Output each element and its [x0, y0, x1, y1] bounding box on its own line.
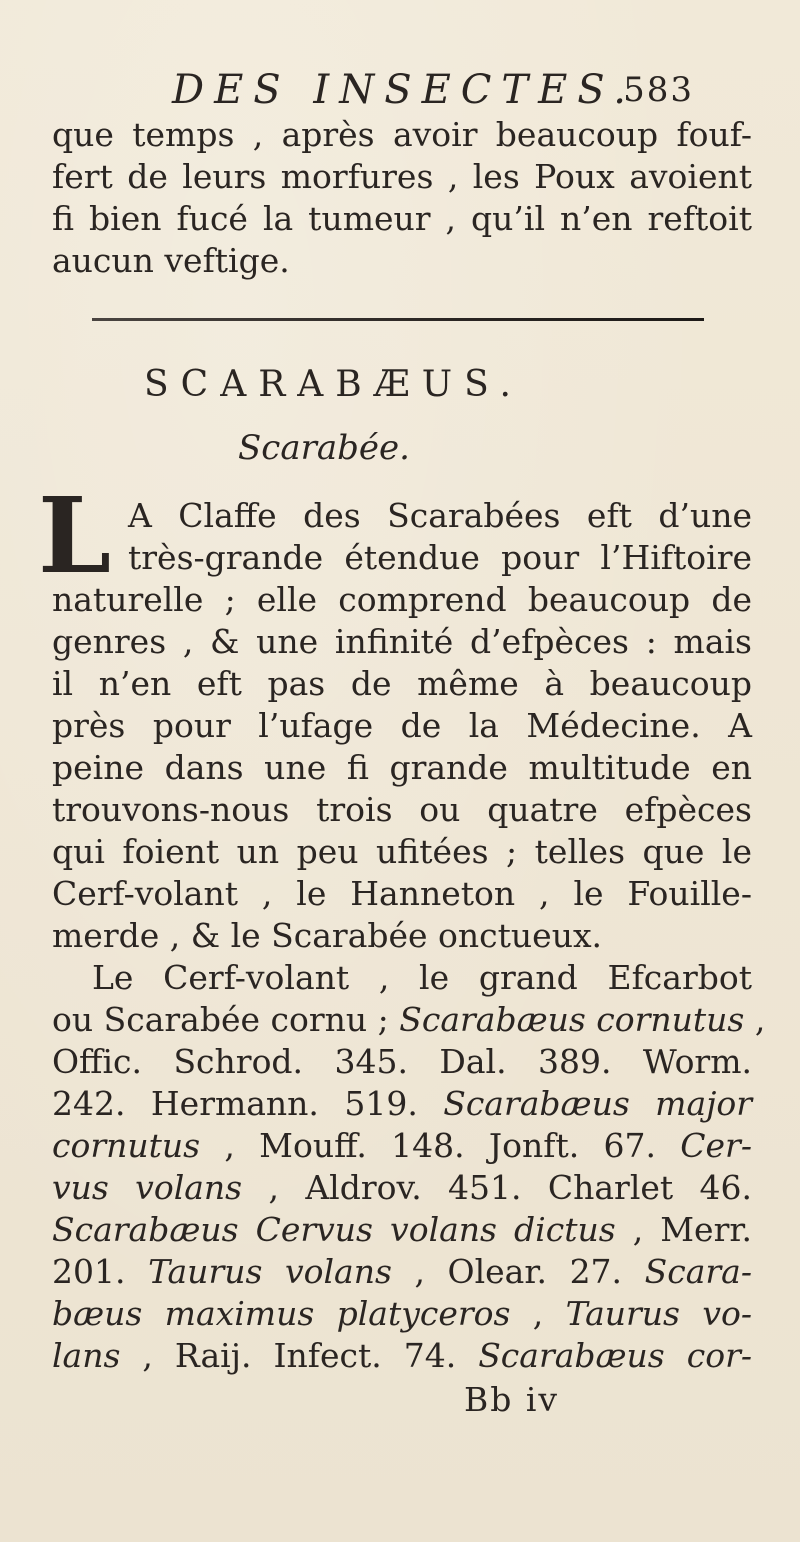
section-title: SCARABÆUS.: [144, 364, 523, 405]
text-line: [52, 957, 752, 999]
drop-cap: L: [38, 474, 108, 597]
page-number: 583: [623, 70, 694, 110]
roman-text: ou Scarabée cornu ;: [52, 1000, 400, 1039]
roman-text: , Mouff. 148. Jonft. 67.: [200, 1126, 681, 1165]
running-title: DES INSECTES.: [172, 67, 636, 113]
roman-text: , Merr.: [615, 1210, 753, 1249]
text-line: fi bien fucé la tumeur , qu’il n’en reftoit: [52, 199, 752, 238]
text-line: Cerf-volant , le Hanneton , le Fouille-: [52, 874, 752, 913]
text-line: aucun veftige.: [52, 241, 290, 280]
roman-text: ,: [744, 1000, 766, 1039]
latin-name: Scarabæus cor-: [478, 1336, 752, 1375]
roman-text: 242. Hermann. 519.: [52, 1084, 444, 1123]
latin-name: Taurus volans: [148, 1252, 392, 1291]
roman-text: , Olear. 27.: [391, 1252, 645, 1291]
text-line: fert de leurs morfures , les Poux avoient: [52, 157, 752, 196]
text-line: merde , & le Scarabée onctueux.: [52, 916, 603, 955]
running-head: [52, 68, 752, 112]
latin-name: cornutus: [52, 1126, 201, 1165]
section-subtitle: Scarabée.: [238, 428, 410, 468]
roman-text: 201.: [52, 1252, 149, 1291]
text-line: naturelle ; elle comprend beaucoup de: [52, 580, 752, 619]
text-line: il n’en eft pas de même à beaucoup: [52, 664, 752, 703]
paragraph-2: [52, 957, 766, 1377]
paragraph-1: [38, 474, 752, 957]
text-line: [52, 1251, 752, 1293]
text-line: [52, 1125, 752, 1167]
text-line: [52, 1083, 752, 1125]
text-line: que temps , après avoir beaucoup fouf-: [52, 115, 752, 154]
text-line: [52, 1293, 752, 1335]
latin-name: lans: [52, 1336, 121, 1375]
latin-name: vus volans: [52, 1168, 243, 1207]
text-line: [52, 1335, 752, 1377]
latin-name: Scarabæus Cervus volans dictus: [52, 1210, 616, 1249]
opening-paragraph: [52, 114, 752, 282]
text-line: qui foient un peu ufitées ; telles que le: [52, 832, 752, 871]
roman-text: , Raij. Infect. 74.: [120, 1336, 479, 1375]
latin-name: Scara-: [644, 1252, 752, 1291]
roman-text: Le Cerf-volant , le grand Efcarbot: [92, 958, 752, 997]
text-block: [38, 67, 766, 1377]
text-line: [52, 1167, 752, 1209]
text-line: [52, 999, 766, 1041]
text-line: genres , & une infinité d’efpèces : mais: [52, 622, 752, 661]
signature-mark: Bb iv: [464, 1380, 560, 1419]
latin-name: bæus maximus platyceros: [52, 1294, 511, 1333]
text-line: près pour l’ufage de la Médecine. A: [52, 706, 752, 745]
latin-name: Scarabæus cornutus: [399, 1000, 745, 1039]
roman-text: , Aldrov. 451. Charlet 46.: [242, 1168, 752, 1207]
text-line: [52, 1209, 752, 1251]
text-line: [52, 1041, 752, 1083]
latin-name: Cer-: [680, 1126, 752, 1165]
latin-name: Scarabæus major: [443, 1084, 753, 1123]
roman-text: ,: [510, 1294, 566, 1333]
latin-name: Taurus vo-: [565, 1294, 752, 1333]
text-line: peine dans une fi grande multitude en: [52, 748, 752, 787]
section-rule: [92, 318, 704, 321]
text-line: trouvons-nous trois ou quatre efpèces: [52, 790, 752, 829]
text-line: A Claffe des Scarabées eft d’une: [128, 496, 752, 535]
roman-text: Offic. Schrod. 345. Dal. 389. Worm.: [52, 1042, 752, 1081]
text-line: très-grande étendue pour l’Hiftoire: [128, 538, 752, 577]
